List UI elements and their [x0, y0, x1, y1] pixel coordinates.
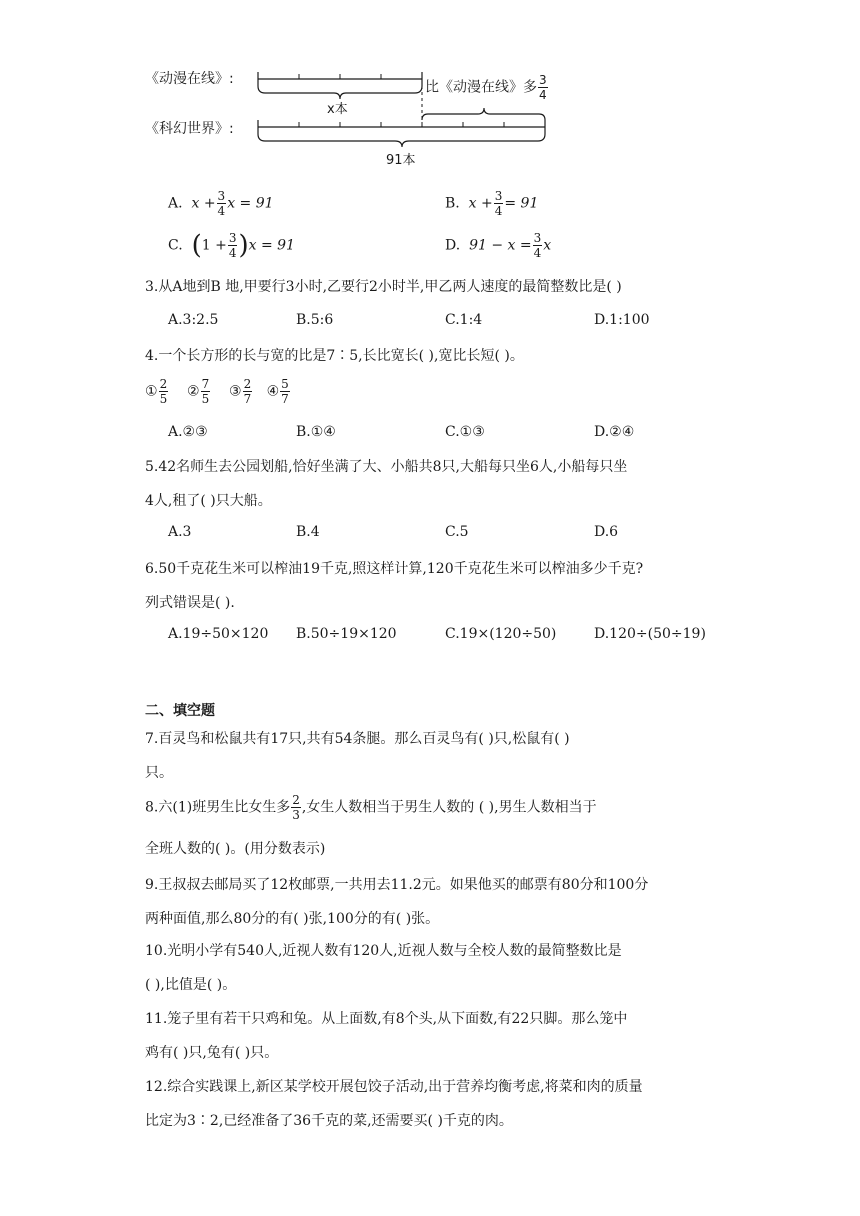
q5-option-d[interactable]: D.6 — [594, 524, 619, 540]
q3-stem: 3.从A地到B 地,甲要行3小时,乙要行2小时半,甲乙两人速度的最简整数比是( ) — [145, 279, 622, 295]
q5-stem-line2: 4人,租了( )只大船。 — [145, 493, 272, 509]
q2-option-c[interactable]: C. (1 + $\frac{3}{4}$ )x = 91 — [168, 230, 295, 261]
q12-line2: 比定为3∶2,已经准备了36千克的菜,还需要买( )千克的肉。 — [145, 1113, 513, 1129]
q7-line2: 只。 — [145, 765, 173, 781]
q2-option-d[interactable]: D. 91 − x = $\frac{3}{4}$ x — [445, 231, 552, 260]
q3-option-c[interactable]: C.1:4 — [445, 312, 483, 328]
q8-line1: 8.六(1)班男生比女生多 $\frac{2}{3}$ ,女生人数相当于男生人数的 ( ),男生人数相当于 — [145, 793, 597, 822]
q9-line2: 两种面值,那么80分的有( )张,100分的有( )张。 — [145, 911, 440, 927]
q6-stem-line1: 6.50千克花生米可以榨油19千克,照这样计算,120千克花生米可以榨油多少千克? — [145, 561, 644, 577]
q2-option-b[interactable]: B. x + $\frac{3}{4}$ = 91 — [445, 189, 539, 218]
q5-option-b[interactable]: B.4 — [296, 524, 320, 540]
q6-option-b[interactable]: B.50÷19×120 — [296, 626, 397, 642]
q9-line1: 9.王叔叔去邮局买了12枚邮票,一共用去11.2元。如果他买的邮票有80分和100分 — [145, 877, 649, 893]
q12-line1: 12.综合实践课上,新区某学校开展包饺子活动,出于营养均衡考虑,将菜和肉的质量 — [145, 1079, 643, 1095]
q6-stem-line2: 列式错误是( ). — [145, 595, 235, 611]
q4-option-b[interactable]: B.①④ — [296, 424, 336, 440]
q5-option-c[interactable]: C.5 — [445, 524, 469, 540]
segment-diagram — [140, 60, 600, 175]
diagram-label-bottom: 《科幻世界》: — [145, 121, 234, 137]
diagram-extra-fraction: $\frac{3}{4}$ — [539, 73, 547, 102]
q6-option-c[interactable]: C.19×(120÷50) — [445, 626, 557, 642]
q5-option-a[interactable]: A.3 — [168, 524, 192, 540]
section-title-fill-in: 二、填空题 — [145, 703, 215, 719]
q11-line1: 11.笼子里有若干只鸡和兔。从上面数,有8个头,从下面数,有22只脚。那么笼中 — [145, 1011, 628, 1027]
q3-option-d[interactable]: D.1:100 — [594, 312, 650, 328]
q11-line2: 鸡有( )只,兔有( )只。 — [145, 1045, 279, 1061]
diagram-extra-label — [425, 74, 549, 101]
q3-option-a[interactable]: A.3:2.5 — [168, 312, 219, 328]
q4-option-d[interactable]: D.②④ — [594, 424, 635, 440]
q4-choices: ① $\frac{2}{5}$ ② $\frac{7}{5}$ ③ $\frac{2}{7}$ ④ $\frac{5}{7}$ — [145, 377, 289, 406]
q5-stem-line1: 5.42名师生去公园划船,恰好坐满了大、小船共8只,大船每只坐6人,小船每只坐 — [145, 459, 628, 475]
q10-line2: ( ),比值是( )。 — [145, 977, 237, 993]
q2-option-a[interactable]: A. x + $\frac{3}{4}$ x = 91 — [168, 189, 274, 218]
diagram-x-label: x本 — [327, 102, 348, 117]
q6-option-a[interactable]: A.19÷50×120 — [168, 626, 269, 642]
q10-line1: 10.光明小学有540人,近视人数有120人,近视人数与全校人数的最简整数比是 — [145, 943, 622, 959]
q7-line1: 7.百灵鸟和松鼠共有17只,共有54条腿。那么百灵鸟有( )只,松鼠有( ) — [145, 731, 570, 747]
diagram-label-top: 《动漫在线》: — [145, 71, 234, 87]
diagram-extra-prefix: 比《动漫在线》多 — [425, 79, 537, 96]
q4-stem: 4.一个长方形的长与宽的比是7∶5,长比宽长( ),宽比长短( )。 — [145, 348, 524, 364]
q6-option-d[interactable]: D.120÷(50÷19) — [594, 626, 706, 642]
diagram-total-label: 91本 — [386, 153, 416, 168]
q3-option-b[interactable]: B.5:6 — [296, 312, 334, 328]
q8-line2: 全班人数的( )。(用分数表示) — [145, 841, 326, 857]
q4-option-a[interactable]: A.②③ — [168, 424, 208, 440]
q4-option-c[interactable]: C.①③ — [445, 424, 485, 440]
